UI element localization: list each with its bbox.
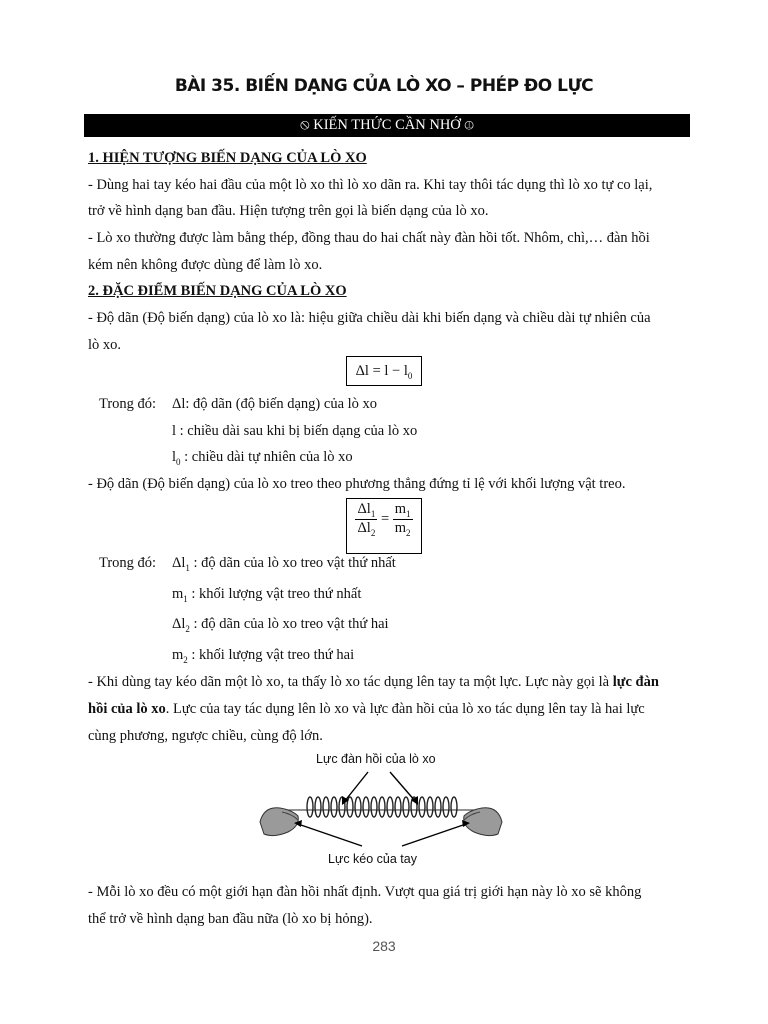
section-banner: ⦸ KIẾN THỨC CẦN NHỚ ⦹ <box>84 114 690 137</box>
paragraph-line: - Mỗi lò xo đều có một giới hạn đàn hồi nhất định. Vượt qua giá trị giới hạn này lò xo sẽ không <box>88 884 642 900</box>
lesson-title: BÀI 35. BIẾN DẠNG CỦA LÒ XO – PHÉP ĐO LỰC <box>174 76 594 96</box>
numerator: m <box>394 501 407 517</box>
formula-text: Δl = l − l <box>355 363 408 379</box>
fraction-left <box>355 501 377 538</box>
symbol-description: : chiều dài sau khi bị biến dạng của lò xo <box>179 423 418 439</box>
symbol: m <box>172 586 184 602</box>
symbol: Δl <box>172 555 186 571</box>
paragraph-line: cùng phương, ngược chiều, cùng độ lớn. <box>88 728 323 744</box>
symbol-subscript: 2 <box>185 623 190 634</box>
paragraph-line <box>88 699 688 719</box>
symbol-subscript: 1 <box>185 562 190 573</box>
symbol-subscript: 0 <box>176 456 181 467</box>
formula-elongation <box>346 356 422 386</box>
symbol-description: : khối lượng vật treo thứ hai <box>191 647 355 663</box>
where-item <box>172 394 672 414</box>
figure-label-elastic-force: Lực đàn hồi của lò xo <box>316 752 436 766</box>
denominator: m <box>394 519 407 536</box>
where-item <box>172 584 672 609</box>
formula-proportion <box>346 498 422 554</box>
where-item <box>172 645 672 670</box>
symbol-description: : độ dãn của lò xo treo vật thứ hai <box>193 616 389 632</box>
symbol: l <box>172 449 177 465</box>
paragraph-line: - Độ dãn (Độ biến dạng) của lò xo treo theo phương thẳng đứng tỉ lệ với khối lượng vật treo. <box>88 476 626 492</box>
symbol-description: : độ dãn của lò xo treo vật thứ nhất <box>193 555 396 571</box>
paragraph-line: - Độ dãn (Độ biến dạng) của lò xo là: hiệu giữa chiều dài khi biến dạng và chiều dài tự nhiên của <box>88 310 651 326</box>
section1-heading: 1. HIỆN TƯỢNG BIẾN DẠNG CỦA LÒ XO <box>88 150 367 166</box>
paragraph-line: kém nên không được dùng để làm lò xo. <box>88 257 323 273</box>
symbol-description: : khối lượng vật treo thứ nhất <box>191 586 362 602</box>
subscript: 1 <box>370 508 376 519</box>
paragraph-line: - Lò xo thường được làm bằng thép, đồng thau do hai chất này đàn hồi tốt. Nhôm, chì,… đàn hồi <box>88 230 650 246</box>
subscript: 2 <box>406 527 411 538</box>
where-label: Trong đó: <box>99 555 157 571</box>
symbol-subscript: 1 <box>183 593 188 604</box>
where-label: Trong đó: <box>99 396 157 412</box>
bold-term: hồi của lò xo <box>88 701 166 717</box>
where-item <box>172 447 672 472</box>
where-item <box>172 614 672 639</box>
figure-label-hand-force: Lực kéo của tay <box>328 852 417 866</box>
numerator: Δl <box>357 501 371 517</box>
paragraph-line: - Dùng hai tay kéo hai đầu của một lò xo thì lò xo dãn ra. Khi tay thôi tác dụng thì lò xo tự co lại, <box>88 177 653 193</box>
spring-figure <box>258 750 504 872</box>
subscript: 1 <box>406 508 411 519</box>
symbol-subscript: 2 <box>183 654 188 665</box>
paragraph-line: lò xo. <box>88 337 122 353</box>
subscript: 2 <box>370 527 376 538</box>
formula-subscript: 0 <box>407 370 413 381</box>
denominator: Δl <box>357 519 371 536</box>
text-span: . Lực của tay tác dụng lên lò xo và lực đàn hồi của lò xo tác dụng lên tay là hai lực <box>165 701 645 717</box>
symbol: Δl <box>172 396 186 412</box>
bold-term: lực đàn <box>612 674 659 690</box>
symbol: Δl <box>172 616 186 632</box>
symbol-description: : độ dãn (độ biến dạng) của lò xo <box>185 396 378 412</box>
paragraph-line <box>88 672 688 692</box>
paragraph-line: trở về hình dạng ban đầu. Hiện tượng trên gọi là biến dạng của lò xo. <box>88 203 489 219</box>
symbol: m <box>172 647 184 663</box>
equals-sign: = <box>380 510 390 527</box>
page-number: 283 <box>372 938 396 954</box>
text-span: - Khi dùng tay kéo dãn một lò xo, ta thấy lò xo tác dụng lên tay ta một lực. Lực này gọi là <box>88 674 613 690</box>
section2-heading: 2. ĐẶC ĐIỂM BIẾN DẠNG CỦA LÒ XO <box>88 283 347 299</box>
symbol-description: : chiều dài tự nhiên của lò xo <box>184 449 353 465</box>
paragraph-line: thể trở về hình dạng ban đầu nữa (lò xo bị hỏng). <box>88 911 373 927</box>
fraction-right <box>393 501 413 538</box>
where-item <box>172 421 672 441</box>
where-item <box>172 553 672 578</box>
symbol: l <box>172 423 177 439</box>
